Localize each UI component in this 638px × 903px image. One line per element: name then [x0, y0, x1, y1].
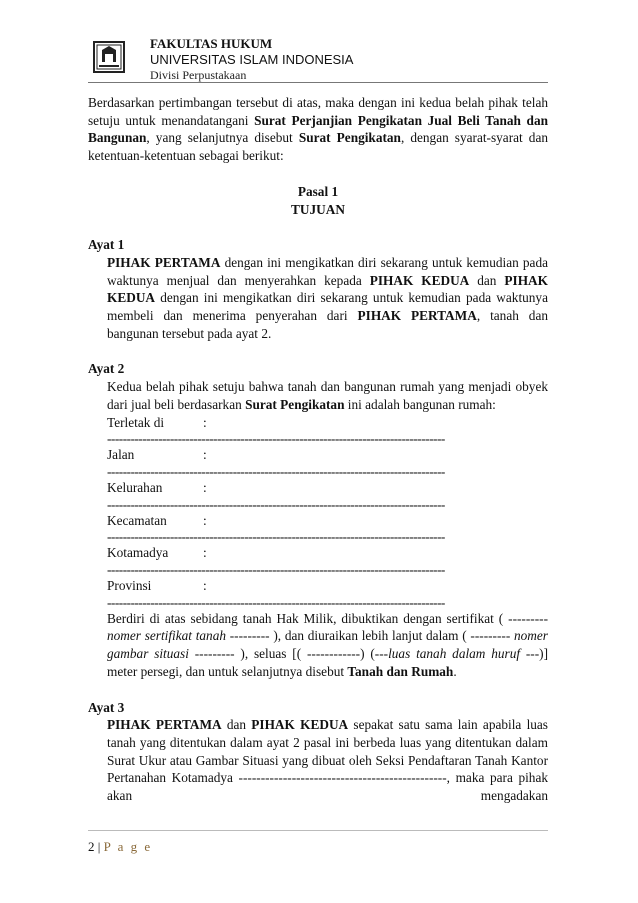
intro-text: , yang selanjutnya disebut [146, 130, 299, 146]
ayat1-label: Ayat 1 [88, 237, 125, 253]
division-name: Divisi Perpustakaan [150, 68, 247, 82]
property-field-blank: -------------------------------------------------------------------------------------- [107, 463, 445, 479]
property-field-row [107, 446, 548, 464]
closing-span: )] meter persegi, dan untuk selanjutnya disebut [107, 646, 549, 679]
closing-span: . [453, 663, 457, 679]
certificate-number-placeholder: --------- nomer sertifikat tanah --------- [107, 610, 548, 644]
party-two: PIHAK KEDUA [107, 272, 548, 306]
page-word: P a g e [103, 839, 153, 854]
property-field-row [107, 479, 548, 497]
party-two: PIHAK KEDUA [251, 717, 349, 733]
footer-separator: | [94, 839, 104, 854]
property-field-colon: : [203, 578, 207, 594]
property-fields [107, 414, 548, 610]
property-field-label: Kecamatan [107, 512, 167, 528]
ayat1-span: dan [469, 272, 505, 288]
property-field-blank: -------------------------------------------------------------------------------------- [107, 562, 445, 578]
university-name: UNIVERSITAS ISLAM INDONESIA [150, 52, 354, 67]
property-field-row [107, 414, 548, 432]
university-logo-icon [92, 38, 126, 76]
property-field-blank: -------------------------------------------------------------------------------------- [107, 594, 445, 610]
situation-map-number-placeholder: --------- nomer gambar situasi --------- [107, 628, 548, 662]
pasal-number: Pasal 1 [297, 183, 339, 199]
intro-text: Berdasarkan pertimbangan tersebut di atas, maka dengan ini kedua belah pihak telah setuju untuk menandatangani [88, 95, 548, 128]
property-field-colon: : [203, 512, 207, 528]
ayat2-content [107, 378, 548, 680]
ayat3-text [107, 716, 548, 805]
property-field-blank: -------------------------------------------------------------------------------------- [107, 529, 445, 545]
ayat1-span: dengan ini mengikatkan diri sekarang untuk kemudian pada waktunya menjual dan menyerahkan kepada [107, 254, 548, 288]
ayat3-span: sepakat satu sama lain apabila luas tanah yang ditentukan dalam ayat 2 pasal ini berbeda luas yang ditentukan dalam Surat Ukur atau Gambar Situasi yang dibuat oleh Seksi Pendaftaran Tanah Kantor Pertanahan Kotamadya -----------------------------------------------, maka para pihak akan mengadakan [107, 717, 548, 804]
intro-text: , dengan syarat-syarat dan ketentuan-ketentuan sebagai berikut: [88, 130, 549, 164]
faculty-name: FAKULTAS HUKUM [150, 36, 273, 51]
closing-span: ), seluas [( ------------) ( [234, 646, 375, 662]
ayat3-span: dan [221, 717, 252, 733]
party-two: PIHAK KEDUA [369, 272, 470, 288]
pasal-title: TUJUAN [291, 201, 345, 217]
party-one: PIHAK PERTAMA [357, 308, 477, 324]
property-field-label: Provinsi [107, 578, 152, 594]
page-footer [88, 830, 548, 855]
property-field-label: Kotamadya [107, 545, 169, 561]
property-field-row [107, 544, 548, 562]
ayat2-label: Ayat 2 [88, 361, 125, 377]
intro-bold-term: Surat Pengikatan [298, 130, 401, 146]
property-field-label: Terletak di [107, 414, 165, 430]
ayat2-span: Kedua belah pihak setuju bahwa tanah dan bangunan rumah yang menjadi obyek dari jual beli berdasarkan [107, 379, 548, 412]
ayat2-closing [107, 610, 548, 681]
ayat1-span: dengan ini mengikatkan diri sekarang untuk kemudian pada waktunya membeli dan menerima penyerahan dari [107, 290, 548, 324]
ayat2-span: ini adalah bangunan rumah: [344, 396, 496, 412]
property-field-row [107, 512, 548, 530]
ayat3-label: Ayat 3 [88, 699, 125, 715]
page-number: 2 [88, 839, 95, 854]
intro-paragraph [88, 94, 548, 165]
property-field-colon: : [203, 479, 207, 495]
ayat2-bold: Surat Pengikatan [245, 396, 345, 412]
document-body [88, 94, 548, 805]
land-area-in-words-placeholder: ---luas tanah dalam huruf --- [374, 646, 540, 662]
property-field-colon: : [203, 414, 207, 430]
property-field-colon: : [203, 447, 207, 463]
closing-bold: Tanah dan Rumah [347, 663, 454, 679]
property-field-blank: -------------------------------------------------------------------------------------- [107, 431, 445, 447]
property-field-label: Jalan [107, 447, 135, 463]
property-field-colon: : [203, 545, 207, 561]
closing-span: Berdiri di atas sebidang tanah Hak Milik, dibuktikan dengan sertifikat ( [107, 610, 509, 626]
intro-bold-title: Surat Perjanjian Pengikatan Jual Beli Tanah dan Bangunan [88, 112, 548, 146]
letterhead [88, 34, 548, 83]
party-one: PIHAK PERTAMA [107, 254, 221, 270]
closing-span: ), dan diuraikan lebih lanjut dalam ( [269, 628, 471, 644]
party-one: PIHAK PERTAMA [107, 717, 222, 733]
property-field-label: Kelurahan [107, 479, 163, 495]
ayat1-text [107, 254, 548, 343]
property-field-blank: -------------------------------------------------------------------------------------- [107, 496, 445, 512]
ayat2-text [107, 378, 548, 413]
property-field-row [107, 577, 548, 595]
ayat1-span: , tanah dan bangunan tersebut pada ayat 2. [107, 308, 548, 341]
